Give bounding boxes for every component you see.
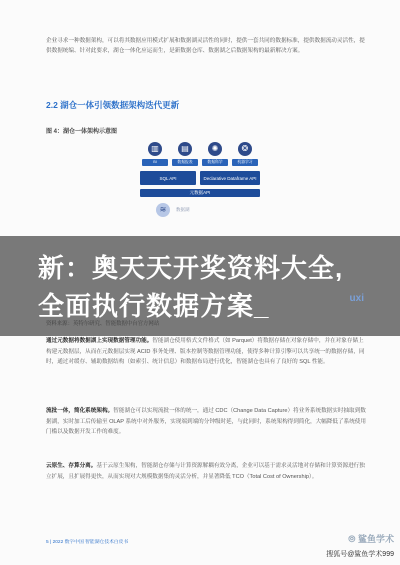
figure-item-data-science: [203, 142, 227, 166]
figure-item-ml: [233, 142, 257, 166]
sql-api-box: SQL API: [140, 171, 196, 185]
body-paragraph-2-bold: 流批一体，简化系统架构。: [46, 408, 114, 414]
body-paragraph-3-bold: 云原生、存算分离。: [46, 463, 97, 469]
corner-watermark-logo: ⦾ 鲨鱼学术: [348, 534, 394, 544]
figure-icon-row: [136, 142, 264, 166]
dataframe-api-box: Declarative Dataframe API: [200, 171, 260, 185]
section-heading: 2.2 湖仓一体引领数据架构迭代更新: [46, 100, 180, 110]
report-icon: ▤: [178, 142, 192, 156]
body-paragraph-1: [46, 336, 366, 368]
body-paragraph-2-text: 智能湖仓可以实现流批一体的统一，通过 CDC（Change Data Capture）将业务系统数据实时抽取到数据湖，实时加工后传输至 OLAP 系统中对外服务，实现端到端的分钟级时延，与此同时，系统架构得到简化，大幅降低了系统使用门槛以及数据开发工作的难度。: [46, 408, 366, 435]
data-lake-label: 数据湖: [176, 207, 190, 212]
atom-icon: ✺: [208, 142, 222, 156]
figure-item-report: [173, 142, 197, 166]
figure-label: BI: [142, 159, 168, 166]
metadata-api-box: 元数据API: [140, 189, 260, 197]
body-paragraph-1-text: 智能湖仓使用格式文件格式（如 Parquet）将数据存储在对象存储中，并在对象存储上构建元数据层，从而在元数据层实现 ACID 事务处理、版本控制等数据管理功能，使得多种计算引擎可以共享统一的数据存储，同时，通过对缓存、辅助数据结构（如索引、统计信息）和数据布局进行优化，智能湖仓也具有了良好的 SQL 性能。: [46, 338, 365, 365]
body-paragraph-3: [46, 461, 366, 482]
page-footer: 5 | 2022 数字中国 智能湖仓技术白皮书: [46, 540, 129, 545]
figure-label: 数据科学: [202, 159, 228, 166]
figure-caption: 图 4：湖仓一体架构示意图: [46, 129, 118, 135]
api-row: [136, 171, 264, 185]
data-lake-row: [136, 203, 264, 217]
figure-label: 机器学习: [232, 159, 258, 166]
bar-chart-icon: ▥: [148, 142, 162, 156]
brain-icon: ❂: [238, 142, 252, 156]
figure-label: 数据报表: [172, 159, 198, 166]
banner-headline: 新：奥天天开奖资料大全,全面执行数据方案_: [38, 253, 344, 321]
right-watermark: uxi: [349, 293, 364, 304]
body-paragraph-3-text: 基于云原生架构，智能湖仓存储与计算资源解耦有效分离，企业可以基于需求灵活地对存储和计算资源进行独立扩展，且扩展得更快，从而实现对大规模数据集的灵活分析，并显著降低 TCO（Total Cost of Ownership）。: [46, 463, 365, 480]
database-icon: ≋: [156, 203, 170, 217]
figure-item-bi: [143, 142, 167, 166]
body-paragraph-2: [46, 406, 366, 438]
intro-paragraph: 企业寻求一种数据架构，可以将其数据应用模式扩展和数据湖灵活性的同时，提供一套共同的数据标准，提供数据流动灵活性，提供数据统编、针对此要求，湖仓一体化应运而生，是新数据仓库、数据湖之后数据架构的最新解决方案。: [46, 38, 365, 54]
body-paragraph-1-bold: 通过元数据将数据湖上实现数据管理功能。: [46, 338, 153, 344]
corner-watermark-text: 搜狐号@鲨鱼学术999: [326, 551, 394, 558]
lakehouse-architecture-figure: [136, 142, 264, 250]
